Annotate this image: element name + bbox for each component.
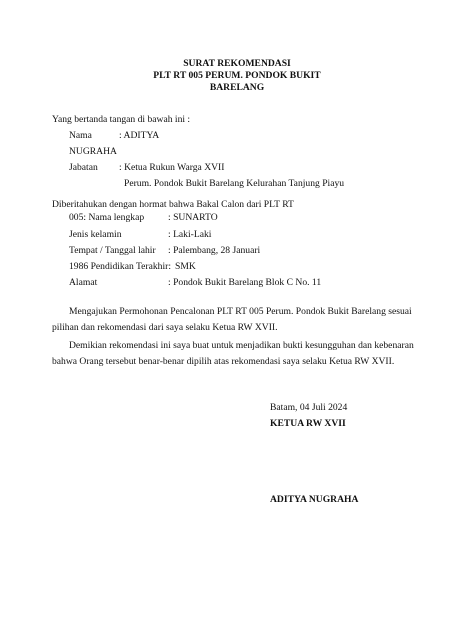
- signer-position-value: : Ketua Rukun Warga XVII: [119, 162, 225, 173]
- candidate-gender-label: Jenis kelamin: [69, 229, 122, 240]
- candidate-education-value: SMK: [175, 261, 196, 272]
- candidate-birth-value: : Palembang, 28 Januari: [168, 245, 261, 256]
- candidate-birth-label: Tempat / Tanggal lahir: [69, 245, 156, 256]
- candidate-gender-value: : Laki-Laki: [168, 229, 212, 240]
- candidate-intro: Diberitahukan dengan hormat bahwa Bakal Calon dari PLT RT: [52, 199, 294, 210]
- letter-title: SURAT REKOMENDASI: [183, 58, 291, 69]
- candidate-address-label: Alamat: [69, 277, 98, 288]
- candidate-name-label: 005: Nama lengkap: [69, 212, 145, 223]
- closing-place-date: Batam, 04 Juli 2024: [270, 402, 348, 413]
- candidate-address-value: : Pondok Bukit Barelang Blok C No. 11: [168, 277, 322, 288]
- closing-role: KETUA RW XVII: [270, 418, 346, 429]
- signer-intro: Yang bertanda tangan di bawah ini :: [52, 114, 191, 125]
- letter-title-line-3: BARELANG: [209, 82, 265, 93]
- signer-name-value: : ADITYA: [119, 130, 160, 141]
- candidate-education-label: 1986 Pendidikan Terakhir:: [69, 261, 171, 272]
- body-paragraph-2: Demikian rekomendasi ini saya buat untuk menjadikan bukti kesungguhan dan kebenaran: [69, 340, 414, 351]
- body-paragraph-1-cont: pilihan dan rekomendasi dari saya selaku Ketua RW XVII.: [52, 322, 278, 333]
- body-paragraph-2-cont: bahwa Orang tersebut benar-benar dipilih atas rekomendasi saya selaku Ketua RW XVII.: [52, 356, 395, 367]
- signer-name-label: Nama: [69, 130, 92, 141]
- signature-name: ADITYA NUGRAHA: [270, 494, 359, 505]
- body-paragraph-1: Mengajukan Permohonan Pencalonan PLT RT 005 Perum. Pondok Bukit Barelang sesuai: [69, 306, 412, 317]
- candidate-name-value: : SUNARTO: [168, 212, 218, 223]
- letter-title-line-2: PLT RT 005 PERUM. PONDOK BUKIT: [153, 70, 321, 81]
- signer-position-value-cont: Perum. Pondok Bukit Barelang Kelurahan Tanjung Piayu: [124, 178, 345, 189]
- signer-position-label: Jabatan: [69, 162, 98, 173]
- signer-name-value-cont: NUGRAHA: [69, 146, 117, 157]
